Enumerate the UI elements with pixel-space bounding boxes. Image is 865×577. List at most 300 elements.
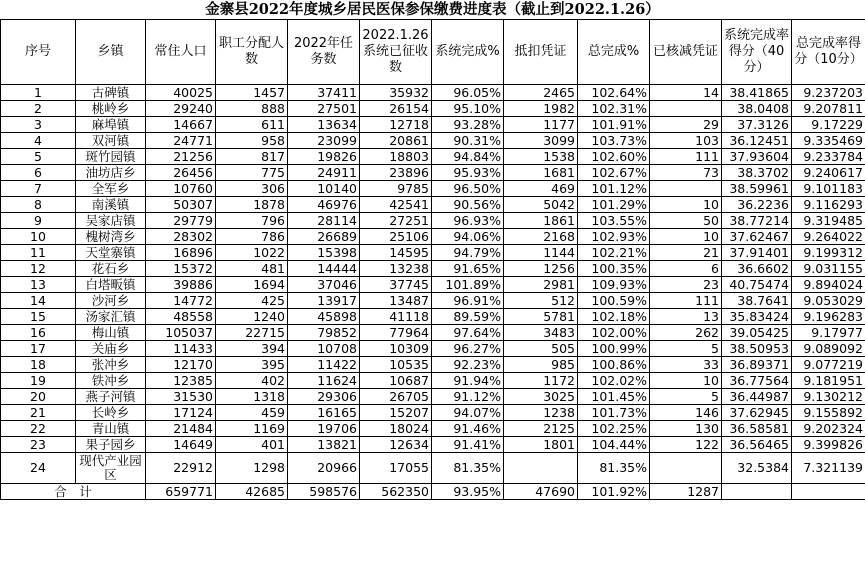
table-cell: 9.181951 [792, 373, 865, 389]
table-cell: 109.93% [578, 277, 650, 293]
table-row [1, 389, 865, 405]
table-cell: 14667 [146, 117, 216, 133]
table-cell: 817 [216, 149, 288, 165]
table-cell: 9.199312 [792, 245, 865, 261]
table-cell: 15207 [360, 405, 432, 421]
table-cell: 38.41865 [722, 85, 792, 101]
table-cell [650, 453, 722, 484]
table-cell: 12170 [146, 357, 216, 373]
table-cell: 1172 [504, 373, 578, 389]
table-cell: 96.93% [432, 213, 504, 229]
table-cell: 306 [216, 181, 288, 197]
table-cell: 2 [1, 101, 76, 117]
table-cell: 10 [650, 229, 722, 245]
table-cell: 12718 [360, 117, 432, 133]
table-cell: 18803 [360, 149, 432, 165]
table-cell: 2125 [504, 421, 578, 437]
table-cell: 16896 [146, 245, 216, 261]
town-name-cell: 梅山镇 [76, 325, 146, 341]
table-cell: 459 [216, 405, 288, 421]
table-cell: 35932 [360, 85, 432, 101]
table-cell: 13487 [360, 293, 432, 309]
town-name-cell: 天堂寨镇 [76, 245, 146, 261]
table-cell: 425 [216, 293, 288, 309]
table-cell: 23896 [360, 165, 432, 181]
table-cell: 18024 [360, 421, 432, 437]
header-cell: 系统完成% [432, 20, 504, 85]
table-cell: 37.62467 [722, 229, 792, 245]
table-cell: 90.31% [432, 133, 504, 149]
table-cell: 31530 [146, 389, 216, 405]
table-cell: 105037 [146, 325, 216, 341]
table-cell: 26154 [360, 101, 432, 117]
town-name-cell: 吴家店镇 [76, 213, 146, 229]
table-cell: 36.12451 [722, 133, 792, 149]
table-cell: 102.02% [578, 373, 650, 389]
table-cell: 36.89371 [722, 357, 792, 373]
table-cell: 4 [1, 133, 76, 149]
table-cell: 10 [1, 229, 76, 245]
table-row [1, 325, 865, 341]
table-row [1, 357, 865, 373]
table-cell: 41118 [360, 309, 432, 325]
town-name-cell: 麻埠镇 [76, 117, 146, 133]
sheet-title: 金寨县2022年度城乡居民医保参保缴费进度表（截止到2022.1.26） [205, 1, 660, 18]
town-name-cell: 白塔畈镇 [76, 277, 146, 293]
table-cell: 985 [504, 357, 578, 373]
table-cell: 7 [1, 181, 76, 197]
table-cell: 25106 [360, 229, 432, 245]
table-cell: 9 [1, 213, 76, 229]
table-cell: 22715 [216, 325, 288, 341]
table-cell: 38.50953 [722, 341, 792, 357]
table-cell: 1982 [504, 101, 578, 117]
table-cell: 1240 [216, 309, 288, 325]
town-name-cell: 汤家汇镇 [76, 309, 146, 325]
table-cell: 9.202324 [792, 421, 865, 437]
table-cell: 38.3702 [722, 165, 792, 181]
total-cell [722, 484, 792, 500]
town-name-cell: 古碑镇 [76, 85, 146, 101]
table-cell: 10309 [360, 341, 432, 357]
table-cell: 37.62945 [722, 405, 792, 421]
table-row [1, 261, 865, 277]
table-cell: 48558 [146, 309, 216, 325]
table-cell: 9.155892 [792, 405, 865, 421]
total-label: 合 计 [1, 484, 146, 500]
table-cell: 102.00% [578, 325, 650, 341]
table-cell: 16165 [288, 405, 360, 421]
town-name-cell: 青山镇 [76, 421, 146, 437]
table-cell: 481 [216, 261, 288, 277]
table-cell: 9.196283 [792, 309, 865, 325]
table-cell: 2465 [504, 85, 578, 101]
table-cell: 40.75474 [722, 277, 792, 293]
table-row [1, 373, 865, 389]
total-cell: 47690 [504, 484, 578, 500]
table-row [1, 149, 865, 165]
table-cell: 111 [650, 149, 722, 165]
table-cell: 102.25% [578, 421, 650, 437]
table-cell: 111 [650, 293, 722, 309]
table-cell: 21256 [146, 149, 216, 165]
table-cell: 6 [1, 165, 76, 181]
table-cell: 775 [216, 165, 288, 181]
table-cell [650, 101, 722, 117]
table-cell: 9.335469 [792, 133, 865, 149]
table-cell: 23 [1, 437, 76, 453]
table-cell: 1861 [504, 213, 578, 229]
table-cell: 20861 [360, 133, 432, 149]
table-cell: 10140 [288, 181, 360, 197]
table-cell: 6 [650, 261, 722, 277]
table-cell: 13917 [288, 293, 360, 309]
table-cell: 42541 [360, 197, 432, 213]
table-cell: 3099 [504, 133, 578, 149]
table-cell: 35.83424 [722, 309, 792, 325]
total-cell: 42685 [216, 484, 288, 500]
table-row [1, 277, 865, 293]
table-cell: 3483 [504, 325, 578, 341]
table-cell: 26689 [288, 229, 360, 245]
table-cell: 1256 [504, 261, 578, 277]
table-cell: 37411 [288, 85, 360, 101]
table-cell: 79852 [288, 325, 360, 341]
table-row [1, 341, 865, 357]
table-cell: 91.46% [432, 421, 504, 437]
table-cell: 97.64% [432, 325, 504, 341]
table-cell: 73 [650, 165, 722, 181]
table-cell: 101.12% [578, 181, 650, 197]
table-row [1, 101, 865, 117]
total-row [1, 484, 865, 500]
table-cell: 27501 [288, 101, 360, 117]
table-cell: 13 [1, 277, 76, 293]
header-cell: 职工分配人数 [216, 20, 288, 85]
table-cell: 81.35% [432, 453, 504, 484]
table-cell: 14649 [146, 437, 216, 453]
table-row [1, 229, 865, 245]
table-cell: 14 [1, 293, 76, 309]
table-cell: 3 [1, 117, 76, 133]
header-cell: 序号 [1, 20, 76, 85]
table-cell: 958 [216, 133, 288, 149]
total-cell: 1287 [650, 484, 722, 500]
table-cell: 91.65% [432, 261, 504, 277]
table-cell: 5042 [504, 197, 578, 213]
table-cell: 101.45% [578, 389, 650, 405]
table-cell: 9.207811 [792, 101, 865, 117]
table-cell: 401 [216, 437, 288, 453]
table-cell: 17 [1, 341, 76, 357]
table-cell: 37.91401 [722, 245, 792, 261]
town-name-cell: 花石乡 [76, 261, 146, 277]
table-cell: 20966 [288, 453, 360, 484]
table-cell: 22912 [146, 453, 216, 484]
table-cell: 50 [650, 213, 722, 229]
table-cell: 46976 [288, 197, 360, 213]
table-cell: 17055 [360, 453, 432, 484]
table-cell: 15 [1, 309, 76, 325]
table-cell: 33 [650, 357, 722, 373]
table-cell: 1169 [216, 421, 288, 437]
table-cell: 394 [216, 341, 288, 357]
table-cell: 11422 [288, 357, 360, 373]
table-cell: 9.101183 [792, 181, 865, 197]
table-cell: 93.28% [432, 117, 504, 133]
table-cell: 2168 [504, 229, 578, 245]
table-cell: 50307 [146, 197, 216, 213]
header-cell: 2022.1.26系统已征收数 [360, 20, 432, 85]
table-cell: 1022 [216, 245, 288, 261]
town-name-cell: 长岭乡 [76, 405, 146, 421]
table-body [1, 85, 865, 500]
table-cell: 146 [650, 405, 722, 421]
town-name-cell: 斑竹园镇 [76, 149, 146, 165]
table-cell: 611 [216, 117, 288, 133]
table-cell: 1238 [504, 405, 578, 421]
table-cell: 21 [650, 245, 722, 261]
table-cell: 21 [1, 405, 76, 421]
table-row [1, 421, 865, 437]
table-cell: 14595 [360, 245, 432, 261]
total-cell: 659771 [146, 484, 216, 500]
table-row [1, 85, 865, 101]
table-cell: 37.3126 [722, 117, 792, 133]
header-cell: 常住人口 [146, 20, 216, 85]
table-cell: 26456 [146, 165, 216, 181]
table-row [1, 181, 865, 197]
table-cell: 12385 [146, 373, 216, 389]
table-cell: 1 [1, 85, 76, 101]
table-cell: 18 [1, 357, 76, 373]
table-cell: 262 [650, 325, 722, 341]
table-cell: 24911 [288, 165, 360, 181]
table-cell: 22 [1, 421, 76, 437]
table-cell [650, 181, 722, 197]
table-cell: 10535 [360, 357, 432, 373]
table-cell: 1801 [504, 437, 578, 453]
table-cell: 14 [650, 85, 722, 101]
table-row [1, 117, 865, 133]
table-cell: 90.56% [432, 197, 504, 213]
table-row [1, 405, 865, 421]
table-cell: 10 [650, 373, 722, 389]
table-row [1, 309, 865, 325]
table-cell: 1457 [216, 85, 288, 101]
table-header [1, 20, 865, 85]
table-cell: 38.0408 [722, 101, 792, 117]
table-cell: 37745 [360, 277, 432, 293]
table-cell: 24771 [146, 133, 216, 149]
table-row [1, 197, 865, 213]
table-cell: 103.73% [578, 133, 650, 149]
table-cell: 100.35% [578, 261, 650, 277]
table-cell: 102.21% [578, 245, 650, 261]
table-cell: 100.99% [578, 341, 650, 357]
town-name-cell: 槐树湾乡 [76, 229, 146, 245]
header-cell: 系统完成率得分（40分） [722, 20, 792, 85]
table-cell: 96.91% [432, 293, 504, 309]
table-row [1, 245, 865, 261]
progress-table [0, 19, 865, 500]
table-cell: 12634 [360, 437, 432, 453]
table-cell: 9.399826 [792, 437, 865, 453]
town-name-cell: 果子园乡 [76, 437, 146, 453]
table-cell: 27251 [360, 213, 432, 229]
table-cell: 102.64% [578, 85, 650, 101]
table-cell: 36.56465 [722, 437, 792, 453]
table-cell: 101.89% [432, 277, 504, 293]
table-cell: 100.59% [578, 293, 650, 309]
header-cell: 总完成% [578, 20, 650, 85]
table-cell: 9.319485 [792, 213, 865, 229]
table-cell: 39886 [146, 277, 216, 293]
table-cell: 19 [1, 373, 76, 389]
table-row [1, 293, 865, 309]
table-cell: 1318 [216, 389, 288, 405]
table-cell: 32.5384 [722, 453, 792, 484]
table-cell: 37.93604 [722, 149, 792, 165]
table-cell: 512 [504, 293, 578, 309]
table-cell: 13238 [360, 261, 432, 277]
table-cell: 1878 [216, 197, 288, 213]
table-cell: 5781 [504, 309, 578, 325]
total-cell: 598576 [288, 484, 360, 500]
table-cell: 36.6602 [722, 261, 792, 277]
header-row [1, 20, 865, 85]
town-name-cell: 南溪镇 [76, 197, 146, 213]
total-cell [792, 484, 865, 500]
table-cell [504, 453, 578, 484]
table-cell: 102.60% [578, 149, 650, 165]
table-cell: 102.67% [578, 165, 650, 181]
table-cell: 469 [504, 181, 578, 197]
table-cell: 1298 [216, 453, 288, 484]
table-cell: 23 [650, 277, 722, 293]
table-cell: 3025 [504, 389, 578, 405]
table-cell: 19706 [288, 421, 360, 437]
table-cell: 36.58581 [722, 421, 792, 437]
table-cell: 9.031155 [792, 261, 865, 277]
table-cell: 20 [1, 389, 76, 405]
table-cell: 95.93% [432, 165, 504, 181]
table-cell: 91.41% [432, 437, 504, 453]
table-cell: 10708 [288, 341, 360, 357]
table-cell: 2981 [504, 277, 578, 293]
table-cell: 28302 [146, 229, 216, 245]
table-cell: 94.84% [432, 149, 504, 165]
table-cell: 16 [1, 325, 76, 341]
table-cell: 9.264022 [792, 229, 865, 245]
table-cell: 8 [1, 197, 76, 213]
table-cell: 12 [1, 261, 76, 277]
table-cell: 1177 [504, 117, 578, 133]
total-cell: 93.95% [432, 484, 504, 500]
table-cell: 9.089092 [792, 341, 865, 357]
table-cell: 21484 [146, 421, 216, 437]
header-cell: 总完成率得分（10分） [792, 20, 865, 85]
table-cell: 9785 [360, 181, 432, 197]
town-name-cell: 关庙乡 [76, 341, 146, 357]
table-cell: 91.12% [432, 389, 504, 405]
table-cell: 13634 [288, 117, 360, 133]
table-cell: 101.29% [578, 197, 650, 213]
table-cell: 81.35% [578, 453, 650, 484]
table-cell: 13 [650, 309, 722, 325]
table-cell: 1681 [504, 165, 578, 181]
table-cell: 45898 [288, 309, 360, 325]
table-row [1, 133, 865, 149]
table-cell: 505 [504, 341, 578, 357]
table-cell: 5 [650, 341, 722, 357]
table-cell: 36.77564 [722, 373, 792, 389]
table-row [1, 437, 865, 453]
town-name-cell: 桃岭乡 [76, 101, 146, 117]
table-cell: 14444 [288, 261, 360, 277]
table-cell: 11624 [288, 373, 360, 389]
table-cell: 37046 [288, 277, 360, 293]
table-cell: 9.17229 [792, 117, 865, 133]
table-cell: 7.321139 [792, 453, 865, 484]
table-cell: 36.2236 [722, 197, 792, 213]
table-cell: 395 [216, 357, 288, 373]
table-cell: 1694 [216, 277, 288, 293]
table-cell: 95.10% [432, 101, 504, 117]
table-cell: 96.50% [432, 181, 504, 197]
table-cell: 89.59% [432, 309, 504, 325]
table-cell: 122 [650, 437, 722, 453]
town-name-cell: 全军乡 [76, 181, 146, 197]
table-cell: 38.59961 [722, 181, 792, 197]
table-cell: 77964 [360, 325, 432, 341]
table-cell: 102.31% [578, 101, 650, 117]
table-cell: 9.233784 [792, 149, 865, 165]
table-cell: 402 [216, 373, 288, 389]
table-cell: 92.23% [432, 357, 504, 373]
table-cell: 15398 [288, 245, 360, 261]
town-name-cell: 张冲乡 [76, 357, 146, 373]
table-cell: 29 [650, 117, 722, 133]
table-cell: 10687 [360, 373, 432, 389]
table-cell: 14772 [146, 293, 216, 309]
table-cell: 15372 [146, 261, 216, 277]
table-cell: 11433 [146, 341, 216, 357]
table-cell: 10760 [146, 181, 216, 197]
table-cell: 102.93% [578, 229, 650, 245]
table-cell: 104.44% [578, 437, 650, 453]
table-cell: 38.7641 [722, 293, 792, 309]
table-cell: 103 [650, 133, 722, 149]
table-cell: 96.05% [432, 85, 504, 101]
table-cell: 9.116293 [792, 197, 865, 213]
table-cell: 10 [650, 197, 722, 213]
header-cell: 已核减凭证 [650, 20, 722, 85]
table-cell: 9.077219 [792, 357, 865, 373]
total-cell: 562350 [360, 484, 432, 500]
table-cell: 29306 [288, 389, 360, 405]
table-cell: 96.27% [432, 341, 504, 357]
table-cell: 24 [1, 453, 76, 484]
table-cell: 9.240617 [792, 165, 865, 181]
header-cell: 2022年任务数 [288, 20, 360, 85]
table-cell: 9.17977 [792, 325, 865, 341]
table-cell: 40025 [146, 85, 216, 101]
table-cell: 796 [216, 213, 288, 229]
town-name-cell: 现代产业园区 [76, 453, 146, 484]
table-cell: 1538 [504, 149, 578, 165]
town-name-cell: 铁冲乡 [76, 373, 146, 389]
